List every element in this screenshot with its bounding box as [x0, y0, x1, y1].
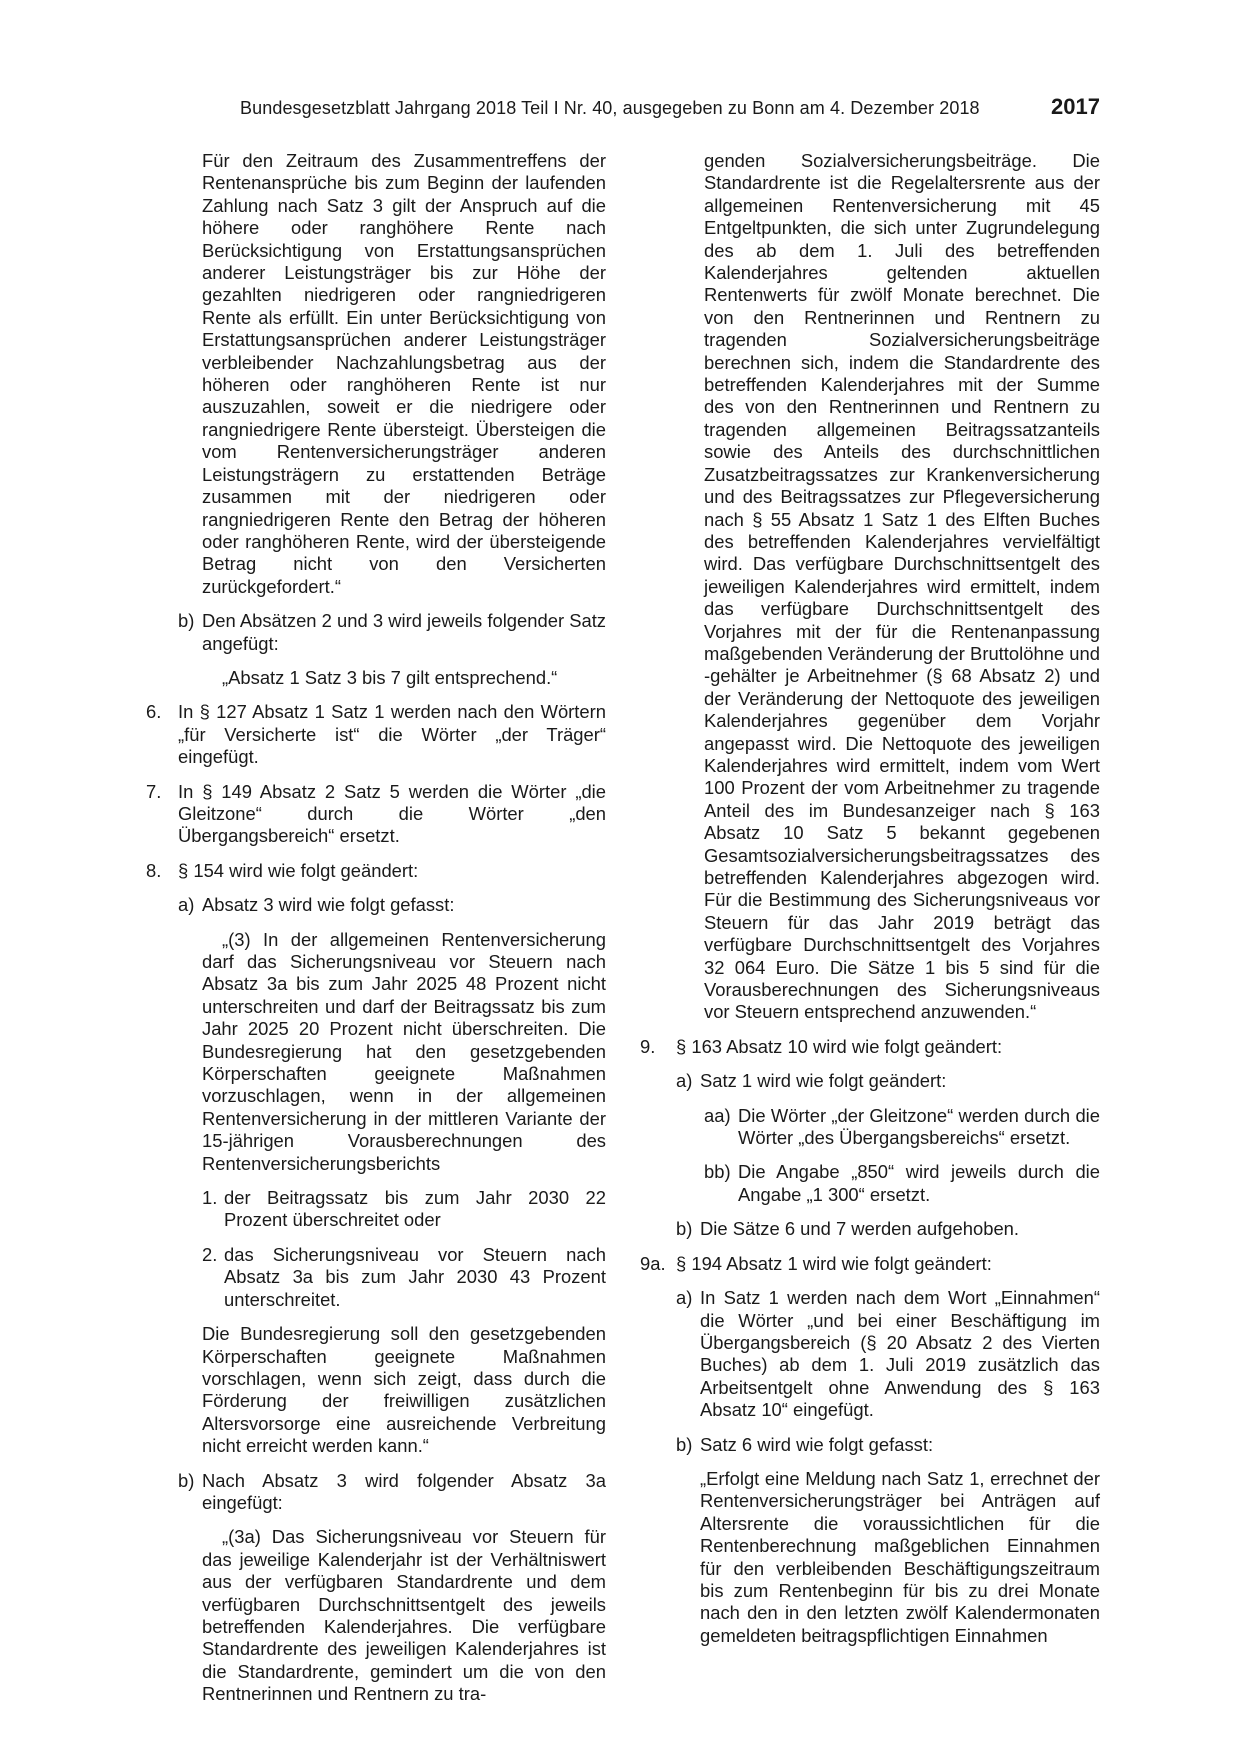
item-text: In § 149 Absatz 2 Satz 5 werden die Wörter „die Gleitzone“ durch die Wörter „den Übergangsbereich“ ersetzt.: [178, 780, 606, 847]
item-text: § 163 Absatz 10 wird wie folgt geändert:: [676, 1035, 1003, 1057]
list-item-9a-sub: [676, 1070, 1100, 1092]
item-label: 9a.: [640, 1252, 666, 1274]
sub-item-1: [202, 1187, 606, 1232]
closing-paragraph: Die Bundesregierung soll den gesetzgebenden Körperschaften geeignete Maßnahmen vorschlagen, wenn sich zeigt, dass durch die Förderung der freiwilligen zusätzlichen Altersvorsorge eine ausreichende Verbreitung nicht erreicht werden kann.“: [202, 1323, 606, 1457]
list-item-8a: [178, 894, 606, 916]
item-label: 2.: [202, 1243, 218, 1265]
page-header: [240, 94, 1100, 126]
item-label: aa): [704, 1104, 731, 1126]
item-text: Nach Absatz 3 wird folgender Absatz 3a eingefügt:: [202, 1469, 606, 1513]
item-text: Satz 6 wird wie folgt gefasst:: [700, 1433, 934, 1455]
quote-paragraph: „Absatz 1 Satz 3 bis 7 gilt entsprechend.“: [222, 666, 558, 688]
list-item-7: [146, 781, 606, 848]
item-text: Absatz 3 wird wie folgt gefasst:: [202, 894, 455, 916]
item-label: 1.: [202, 1187, 218, 1209]
item-text: der Beitragssatz bis zum Jahr 2030 22 Prozent überschreitet oder: [224, 1187, 606, 1231]
sub-item-2: [202, 1244, 606, 1311]
list-item-9a-b: [676, 1434, 1100, 1456]
item-text: das Sicherungsniveau vor Steuern nach Absatz 3a bis zum Jahr 2030 43 Prozent unterschreitet.: [224, 1243, 606, 1310]
list-item-9bb: [704, 1161, 1100, 1206]
item-label: b): [676, 1218, 693, 1240]
list-item-8b: [178, 1470, 606, 1515]
quote-paragraph: „Erfolgt eine Meldung nach Satz 1, errechnet der Rentenversicherungsträger bei Anträgen auf Altersrente die voraussichtlichen für die Rentenberechnung maßgeblichen Einnahmen für den verbleibenden Beschäftigungszeitraum bis zum Rentenbeginn für bis zu drei Monate nach den in den letzten zwölf Kalendermonaten gemeldeten beitragspflichtigen Einnahmen: [700, 1467, 1100, 1646]
continuation-paragraph: genden Sozialversicherungsbeiträge. Die Standardrente ist die Regelaltersrente aus der allgemeinen Rentenversicherung mit 45 Entgeltpunkten, die sich unter Zugrundelegung des ab dem 1. Juli des betreffenden Kalenderjahres geltenden aktuellen Rentenwerts für zwölf Monate berechnet. Die von den Rentnerinnen und Rentnern zu tragenden Sozialversicherungsbeiträge berechnen sich, indem die Standardrente des betreffenden Kalenderjahres mit der Summe des von den Rentnerinnen und Rentnern zu tragenden allgemeinen Beitragssatzanteils sowie des Anteils des durchschnittlichen Zusatzbeitragssatzes zur Krankenversicherung und des Beitragssatzes zur Pflegeversicherung nach § 55 Absatz 1 Satz 1 des Elften Buches des betreffenden Kalenderjahres vervielfältigt wird. Das verfügbare Durchschnittsentgelt des jeweiligen Kalenderjahres wird ermittelt, indem das verfügbare Durchschnittsentgelt des Vorjahres mit der für die Rentenanpassung maßgebenden Veränderung der Bruttolöhne und -gehälter je Arbeitnehmer (§ 68 Absatz 2) und der Veränderung der Nettoquote des jeweiligen Kalenderjahres gegenüber dem Vorjahr angepasst wird. Die Nettoquote des jeweiligen Kalenderjahres wird ermittelt, indem vom Wert 100 Prozent der vom Arbeitnehmer zu tragende Anteil des im Bundesanzeiger nach § 163 Absatz 10 Satz 5 bekannt gegebenen Gesamtsozialversicherungsbeitragssatzes des betreffenden Kalenderjahres abgezogen wird. Für die Bestimmung des Sicherungsniveaus vor Steuern für das Jahr 2019 beträgt das verfügbare Durchschnittsentgelt des Vorjahres 32 064 Euro. Die Sätze 1 bis 5 sind für die Vorausberechnungen des Sicherungsniveaus vor Steuern entsprechend anzuwenden.“: [704, 150, 1100, 1023]
item-text: Die Angabe „850“ wird jeweils durch die Angabe „1 300“ ersetzt.: [738, 1161, 1100, 1205]
item-label: bb): [704, 1161, 731, 1183]
item-label: 7.: [146, 780, 162, 802]
item-text: Die Wörter „der Gleitzone“ werden durch die Wörter „des Übergangsbereichs“ ersetzt.: [738, 1104, 1100, 1149]
item-text: Den Absätzen 2 und 3 wird jeweils folgender Satz angefügt:: [202, 610, 606, 654]
right-column: [640, 150, 1100, 1647]
quote-paragraph: „(3a) Das Sicherungsniveau vor Steuern für das jeweilige Kalenderjahr ist der Verhältniswert aus der verfügbaren Standardrente und dem verfügbaren Durchschnittsentgelt des jeweils betreffenden Kalenderjahres. Die verfügbare Standardrente des jeweiligen Kalenderjahres ist die Standardrente, gemindert um die von den Rentnerinnen und Rentnern zu tra-: [202, 1526, 606, 1705]
list-item-9a: [640, 1253, 1100, 1275]
item-label: b): [178, 1469, 195, 1491]
item-text: § 154 wird wie folgt geändert:: [178, 859, 419, 881]
list-item-9aa: [704, 1105, 1100, 1150]
list-item-9b: [676, 1218, 1100, 1240]
list-item-6: [146, 701, 606, 768]
item-text: In Satz 1 werden nach dem Wort „Einnahmen“ die Wörter „und bei einer Beschäftigung im Übergangsbereich (§ 20 Absatz 2 des Vierten Buches) ab dem 1. Juli 2019 zusätzlich das Arbeitsentgelt ohne Anwendung des § 163 Absatz 10“ eingefügt.: [700, 1287, 1100, 1421]
item-text: Die Sätze 6 und 7 werden aufgehoben.: [700, 1218, 1020, 1240]
item-text: Satz 1 wird wie folgt geändert:: [700, 1070, 947, 1092]
page-number: 2017: [1051, 94, 1100, 119]
item-label: a): [676, 1070, 693, 1092]
item-text: § 194 Absatz 1 wird wie folgt geändert:: [676, 1252, 992, 1274]
list-item-9: [640, 1036, 1100, 1058]
list-item-5b: [178, 610, 606, 655]
item-label: 8.: [146, 859, 162, 881]
header-title: Bundesgesetzblatt Jahrgang 2018 Teil I Nr. 40, ausgegeben zu Bonn am 4. Dezember 2018: [240, 98, 980, 118]
list-item-9a-a: [676, 1287, 1100, 1421]
item-text: In § 127 Absatz 1 Satz 1 werden nach den Wörtern „für Versicherte ist“ die Wörter „der Träger“ eingefügt.: [178, 701, 606, 768]
item-label: 6.: [146, 701, 162, 723]
quote-paragraph: „(3) In der allgemeinen Rentenversicherung darf das Sicherungsniveau vor Steuern nach Absatz 3a bis zum Jahr 2025 48 Prozent nicht unterschreiten und darf der Beitragssatz bis zum Jahr 2025 20 Prozent nicht überschreiten. Die Bundesregierung hat den gesetzgebenden Körperschaften geeignete Maßnahmen vorzuschlagen, wenn in der allgemeinen Rentenversicherung in der mittleren Variante der 15-jährigen Vorausberechnungen des Rentenversicherungsberichts: [202, 928, 606, 1174]
item-label: b): [676, 1433, 693, 1455]
item-label: a): [676, 1287, 693, 1309]
list-item-8: [146, 860, 606, 882]
item-label: a): [178, 894, 195, 916]
continuation-paragraph: Für den Zeitraum des Zusammentreffens der Rentenansprüche bis zum Beginn der laufenden Zahlung nach Satz 3 gilt der Anspruch auf die höhere oder ranghöhere Rente nach Berücksichtigung von Erstattungsansprüchen anderer Leistungsträger bis zur Höhe der gezahlten niedrigeren oder rangniedrigeren Rente als erfüllt. Ein unter Berücksichtigung von Erstattungsansprüchen anderer Leistungsträger verbleibender Nachzahlungsbetrag aus der höheren oder ranghöheren Rente ist nur auszuzahlen, soweit er die niedrigere oder rangniedrigere Rente übersteigt. Übersteigen die vom Rentenversicherungsträger anderen Leistungsträgern zu erstattenden Beträge zusammen mit der niedrigeren oder rangniedrigeren Rente den Betrag der höheren oder ranghöheren Rente, wird der übersteigende Betrag nicht von den Versicherten zurückgefordert.“: [202, 150, 606, 597]
left-column: [146, 150, 606, 1706]
item-label: 9.: [640, 1035, 656, 1057]
item-label: b): [178, 610, 195, 632]
